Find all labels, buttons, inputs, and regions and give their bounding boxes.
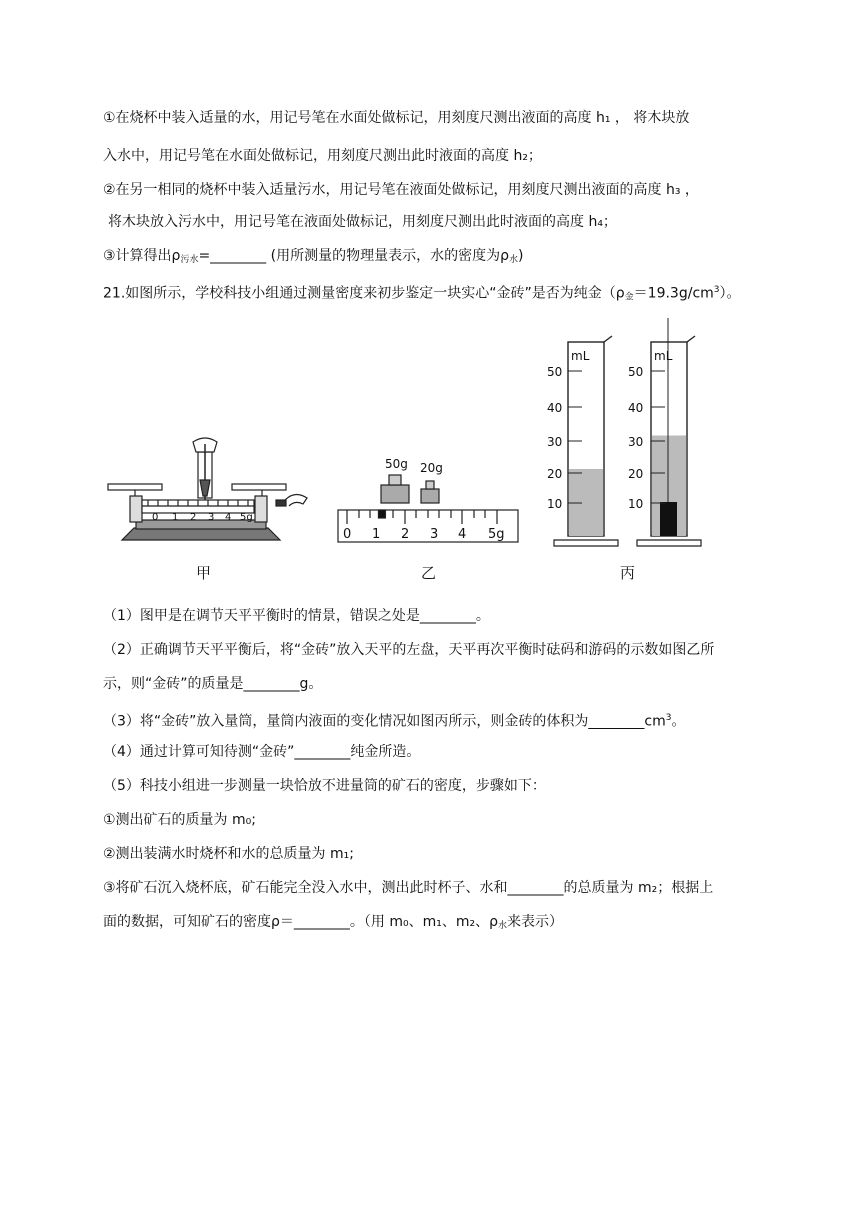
rider-tick: 3 <box>430 527 439 542</box>
cylinder-tick: 20 <box>547 467 563 481</box>
gold-brick <box>660 502 677 536</box>
balance-tick: 2 <box>190 512 197 523</box>
weight-50g-label: 50g <box>385 457 408 471</box>
cylinder-tick: 30 <box>547 435 563 449</box>
balance-tick: 5g <box>240 512 253 523</box>
balance-tick: 4 <box>225 512 232 523</box>
rider-tick: 2 <box>401 527 410 542</box>
weight-20g-label: 20g <box>420 461 443 475</box>
figure-caption-jia: 甲 <box>196 564 212 582</box>
question-5-step-3-line2: 面的数据，可知矿石的密度ρ＝________。（用 m₀、m₁、m₂、$\rho_水$来表示） <box>103 914 563 931</box>
weights-diagram <box>381 475 439 503</box>
question-part-5: （5）科技小组进一步测量一块恰放不进量筒的矿石的密度，步骤如下： <box>103 778 546 794</box>
question-21-stem: 21.如图所示，学校科技小组通过测量密度来初步鉴定一块实心“金砖”是否为纯金$(\rho_金=19.3g/cm^3)$。 <box>103 285 741 303</box>
balance-scale-diagram <box>108 438 307 540</box>
cylinder-tick: 40 <box>547 401 563 415</box>
step1-line1: ①在烧杯中装入适量的水，用记号笔在水面处做标记，用刻度尺测出液面的高度 h₁ ， 将木块放 <box>103 110 690 126</box>
cylinder-tick: 50 <box>547 365 563 379</box>
rider-tick: 1 <box>372 527 381 542</box>
rider-tick: 5g <box>488 527 505 542</box>
step1-line2: 入水中，用记号笔在水面处做标记，用刻度尺测出此时液面的高度 h₂； <box>103 148 542 164</box>
cylinder-tick: 10 <box>628 497 644 511</box>
question-part-3: （3）将“金砖”放入量筒，量筒内液面的变化情况如图丙所示，则金砖的体积为$\_\_\_\_\_\_\_\_cm^3$。 <box>103 713 686 730</box>
measuring-cylinder-before <box>554 336 618 546</box>
question-5-step-2: ②测出装满水时烧杯和水的总质量为 m₁; <box>103 846 354 862</box>
cylinder-unit: mL <box>654 349 673 363</box>
step2-line2: 将木块放入污水中，用记号笔在液面处做标记，用刻度尺测出此时液面的高度 h₄； <box>108 214 617 230</box>
figure-caption-bing: 丙 <box>620 564 636 582</box>
balance-tick: 1 <box>172 512 179 523</box>
figure-caption-yi: 乙 <box>421 564 437 582</box>
cylinder-tick: 10 <box>547 497 563 511</box>
measuring-cylinder-after <box>637 318 701 546</box>
balance-tick: 3 <box>208 512 215 523</box>
balance-tick: 0 <box>152 512 159 523</box>
cylinder-tick: 50 <box>628 365 644 379</box>
experiment-figure <box>0 0 860 600</box>
step2-line1: ②在另一相同的烧杯中装入适量污水，用记号笔在液面处做标记，用刻度尺测出液面的高度 h₃ ， <box>103 182 699 198</box>
step3-line: ③计算得出$\rho_{污水}=\_\_\_\_\_\_\_\_$ (用所测量的物理量表示，水的密度为$\rho_水$) <box>103 248 524 265</box>
question-part-2-line2: 示，则“金砖”的质量是________g。 <box>103 676 323 692</box>
cylinder-tick: 20 <box>628 467 644 481</box>
question-5-step-1: ①测出矿石的质量为 m₀; <box>103 812 256 828</box>
cylinder-tick: 40 <box>628 401 644 415</box>
question-5-step-3-line1: ③将矿石沉入烧杯底，矿石能完全没入水中，测出此时杯子、水和________的总质量为 m₂；根据上 <box>103 880 714 896</box>
cylinder-tick: 30 <box>628 435 644 449</box>
cylinder-unit: mL <box>571 349 590 363</box>
rider-tick: 4 <box>458 527 467 542</box>
question-part-1: （1）图甲是在调节天平平衡时的情景，错误之处是________。 <box>103 608 490 624</box>
rider-tick: 0 <box>343 527 352 542</box>
question-part-2-line1: （2）正确调节天平平衡后，将“金砖”放入天平的左盘，天平再次平衡时砝码和游码的示数如图乙所 <box>103 642 715 658</box>
question-part-4: （4）通过计算可知待测“金砖”________纯金所造。 <box>103 744 421 760</box>
